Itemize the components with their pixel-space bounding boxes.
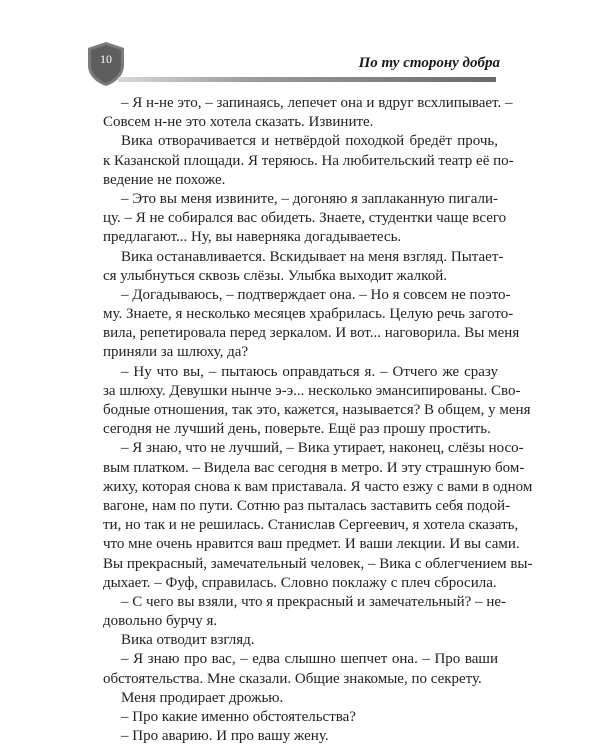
text-line: – Догадываюсь, – подтверждает она. – Но я совсем не поэто- [121,286,511,303]
text-line: цу. – Я не собирался вас обидеть. Знаете, студентки чаще всего [103,210,507,227]
text-line: обстоятельства. Мне сказали. Общие знакомые, по секрету. [103,670,482,687]
text-line: жиху, которая снова к вам приставала. Я часто езжу с вами в одном [103,478,533,495]
text-line: – Я н-не это, – запинаясь, лепечет она и вдруг всхлипывает. – [121,95,513,111]
text-line: довольно бурчу я. [103,613,218,630]
text-line: му. Знаете, я несколько месяцев храбрилась. Целую речь загото- [103,306,514,323]
text-line: бодные отношения, так это, кажется, называется? В общем, у меня [103,402,531,418]
text-line: – Ну что вы, – пытаюсь оправдаться я. – Отчего же сразу [121,363,498,380]
text-line: вым платком. – Видела вас сегодня в метро. И эту страшную бом- [103,459,525,476]
text-line: Вика останавливается. Вскидывает на меня взгляд. Пытает- [121,248,504,265]
text-line: – Это вы меня извините, – догоняю я заплаканную пигали- [121,190,498,207]
text-line: предлагают... Ну, вы наверняка догадываетесь. [103,229,402,246]
text-line: ведение не похоже. [103,171,226,188]
text-line: приняли за шлюху, да? [103,344,249,361]
text-line: – Про аварию. И про вашу жену. [121,728,329,745]
page-number: 10 [100,52,112,66]
header-rule [118,77,496,82]
body-text [103,94,533,746]
text-line: ся улыбнуться сквозь слёзы. Улыбка выходит жалкой. [103,267,447,284]
text-line: Вы прекрасный, замечательный человек, – Вика с облегчением вы- [103,555,533,572]
running-title: По ту сторону добра [358,55,500,71]
text-line: дыхает. – Фуф, справилась. Словно поклажу с плеч сбросила. [103,574,497,591]
text-line: ти, но так и не решилась. Станислав Сергеевич, я хотела сказать, [103,517,519,534]
text-line: – С чего вы взяли, что я прекрасный и замечательный? – не- [121,593,506,610]
text-line: к Казанской площади. Я теряюсь. На любительский театр её по- [103,152,514,169]
text-line: вагоне, нам по пути. Сотню раз пыталась заставить себя подой- [103,497,511,514]
text-line: что мне очень нравится ваш предмет. И ваши лекции. И вы сами. [103,536,520,553]
text-line: сегодня не лучший день, поверьте. Ещё раз прошу простить. [103,421,491,438]
text-line: вила, репетировала перед зеркалом. И вот... наговорила. Вы меня [103,325,520,342]
text-line: Вика отводит взгляд. [121,632,255,649]
text-line: за шлюху. Девушки нынче э-э... несколько эмансипированы. Сво- [103,382,521,399]
text-line: – Я знаю, что не лучший, – Вика утирает, наконец, слёзы носо- [121,440,524,457]
text-line: Меня продирает дрожью. [121,689,284,706]
text-line: Вика отворачивается и нетвёрдой походкой бредёт прочь, [121,133,498,150]
text-line: – Я знаю про вас, – едва слышно шепчет она. – Про ваши [121,651,498,668]
text-line: Совсем н-не это хотела сказать. Извините. [103,114,374,131]
text-line: – Про какие именно обстоятельства? [121,709,356,725]
